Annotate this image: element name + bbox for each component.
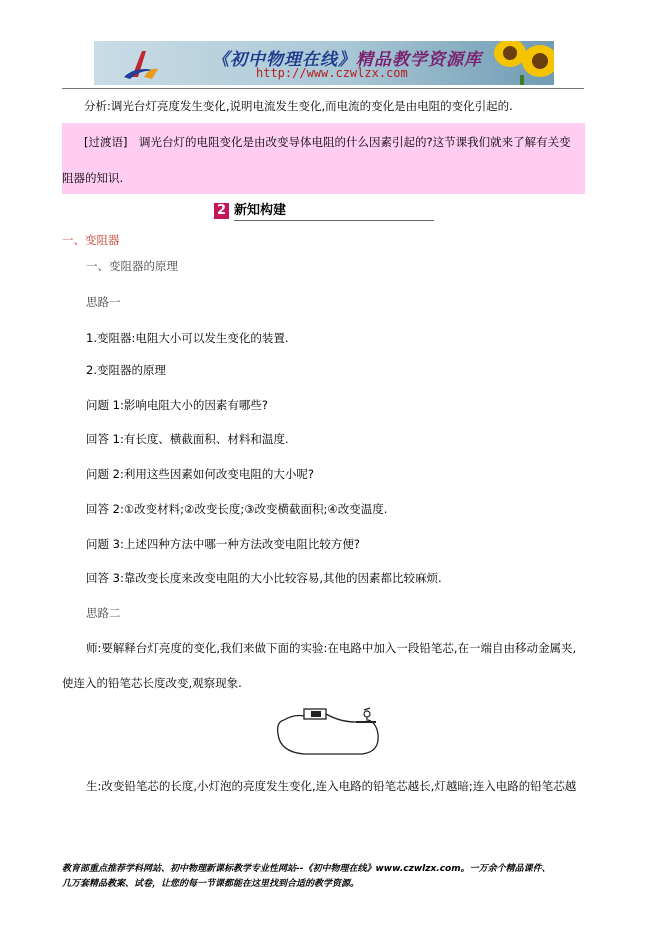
circuit-diagram [274,700,384,760]
footer-line-2: 几万套精品教案、试卷，让您的每一节课都能在这里找到合适的教学资源。 [62,879,360,889]
list-item: 回答 3:靠改变长度来改变电阻的大小比较容易,其他的因素都比较麻烦. [86,571,442,585]
list-item: 2.变阻器的原理 [86,363,166,377]
transition-line-1: [过渡语] 调光台灯的电阻变化是由改变导体电阻的什么因素引起的?这节课我们就来了解有关变 [84,135,571,149]
banner-title: 《初中物理在线》精品教学资源库 [212,50,482,70]
header-banner [94,41,554,85]
banner-url: http://www.czwlzx.com [256,66,408,80]
header-rule [62,88,584,89]
list-item: 回答 2:①改变材料;②改变长度;③改变横截面积;④改变温度. [86,502,388,516]
teacher-line-2: 使连入的铅笔芯长度改变,观察现象. [62,676,242,690]
sunflower-icon [490,41,554,85]
teacher-line-1: 师:要解释台灯亮度的变化,我们来做下面的实验:在电路中加入一段铅笔芯,在一端自由移动金属夹, [86,641,577,655]
list-item: 1.变阻器:电阻大小可以发生变化的装置. [86,331,289,345]
section-underline [234,220,434,221]
section-number: 2 [214,203,229,219]
list-item: 回答 1:有长度、横截面积、材料和温度. [86,432,289,446]
section-header [214,203,436,221]
list-item: 问题 1:影响电阻大小的因素有哪些? [86,398,268,412]
heading-variable-resistor: 一、变阻器 [62,233,120,247]
student-text: 生:改变铅笔芯的长度,小灯泡的亮度发生变化,连入电路的铅笔芯越长,灯越暗;连入电路的铅笔芯越 [86,779,577,793]
approach-two: 思路二 [86,606,121,620]
approach-one: 思路一 [86,295,121,309]
list-item: 问题 2:利用这些因素如何改变电阻的大小呢? [86,467,314,481]
logo-icon [122,47,160,81]
footer-line-1: 教育部重点推荐学科网站、初中物理新课标教学专业性网站--《初中物理在线》www.czwlzx.com。一万余个精品课件、 [62,864,551,874]
section-title: 新知构建 [234,203,287,218]
subheading-principle: 一、变阻器的原理 [86,259,178,273]
transition-line-2: 阻器的知识. [62,171,124,185]
list-item: 问题 3:上述四种方法中哪一种方法改变电阻比较方便? [86,537,360,551]
analysis-text: 分析:调光台灯亮度发生变化,说明电流发生变化,而电流的变化是由电阻的变化引起的. [84,99,513,113]
